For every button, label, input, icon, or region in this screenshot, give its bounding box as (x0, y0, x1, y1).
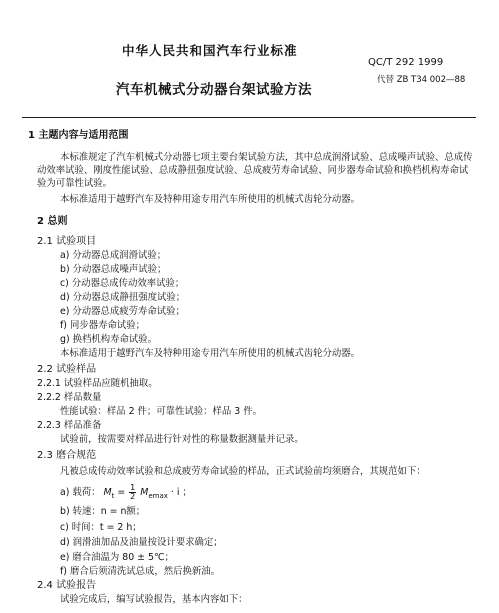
standard-number: QC/T 292 1999 (368, 57, 444, 68)
test-item: c) 分动器总成传动效率试验； (60, 278, 185, 289)
test-item: a) 分动器总成润滑试验； (60, 250, 167, 261)
break-in-spec-item: d) 润滑油加品及油量按设计要求确定； (60, 537, 223, 548)
section-1-heading: 1 主题内容与适用范围 (28, 130, 129, 141)
section-2-2-3-heading: 2.2.3 样品准备 (37, 420, 102, 431)
section-2-2-1: 2.2.1 试验样品应随机抽取。 (37, 378, 158, 389)
fraction-numerator: 1 (130, 483, 136, 492)
section-1-para-line-1: 本标准规定了汽车机械式分动器七项主要台架试验方法，其中总成润滑试验、总成噪声试验、总成传 (60, 152, 473, 163)
break-in-load-formula (60, 484, 192, 502)
section-2-3-text: 凡被总成传动效率试验和总成疲劳寿命试验的样品，正式试验前均须磨合，其规范如下： (60, 466, 426, 477)
formula-fraction (129, 484, 136, 501)
section-2-2-heading: 2.2 试验样品 (37, 364, 97, 375)
section-2-4-text: 试验完成后，编写试验报告，基本内容如下： (60, 594, 248, 605)
test-item: g) 换档机构寿命试验。 (60, 334, 157, 345)
section-2-2-2-heading: 2.2.2 样品数量 (37, 392, 102, 403)
section-2-2-2-text: 性能试验：样品 2 件；可靠性试验：样品 3 件。 (60, 406, 262, 417)
test-item: f) 同步器寿命试验； (60, 320, 145, 331)
section-1-para-2: 本标准适用于越野汽车及特种用途专用汽车所使用的机械式齿轮分动器。 (60, 194, 361, 205)
header-divider (22, 117, 476, 118)
formula-tail-sub: emax (148, 491, 168, 500)
break-in-spec-item: c) 时间：t = 2 h； (60, 522, 142, 533)
standard-org-title: 中华人民共和国汽车行业标准 (122, 43, 298, 58)
break-in-spec-item: e) 磨合油温为 80 ± 5℃； (60, 552, 174, 563)
section-2-2-3-text: 试验前，按需要对样品进行针对性的称量数据测量并记录。 (60, 434, 304, 445)
fraction-denominator: 2 (130, 492, 136, 501)
section-2-1-note: 本标准适用于越野汽车及特种用途专用汽车所使用的机械式齿轮分动器。 (60, 348, 361, 359)
test-item: e) 分动器总成疲劳寿命试验； (60, 306, 185, 317)
section-2-3-heading: 2.3 磨合规范 (37, 450, 97, 461)
section-2-1-heading: 2.1 试验项目 (37, 236, 97, 247)
section-2-4-heading: 2.4 试验报告 (37, 580, 97, 591)
formula-prefix: a) 载荷： (60, 487, 101, 498)
test-item: d) 分动器总成静扭强度试验； (60, 292, 186, 303)
formula-equals: = (117, 487, 129, 498)
replaces-standard: 代替 ZB T34 002—88 (377, 75, 466, 85)
break-in-spec-item: b) 转速：n = n额； (60, 506, 146, 517)
formula-symbol-m: M (103, 487, 112, 498)
section-1-para-line-3: 验为可靠性试验。 (37, 178, 113, 189)
section-2-heading: 2 总则 (37, 216, 68, 227)
section-1-para-line-2: 动效率试验、刚度性能试验、总成静扭强度试验、总成疲劳寿命试验、同步器寿命试验和换档机构寿命试 (37, 165, 469, 176)
formula-end: · i ； (170, 487, 192, 498)
formula-symbol-m-tail: M (140, 487, 149, 498)
formula-sub: t (111, 491, 115, 500)
break-in-spec-item: f) 磨合后须清洗试总成，然后换新油。 (60, 566, 220, 577)
test-item: b) 分动器总成噪声试验； (60, 264, 167, 275)
document-title: 汽车机械式分动器台架试验方法 (116, 82, 312, 98)
